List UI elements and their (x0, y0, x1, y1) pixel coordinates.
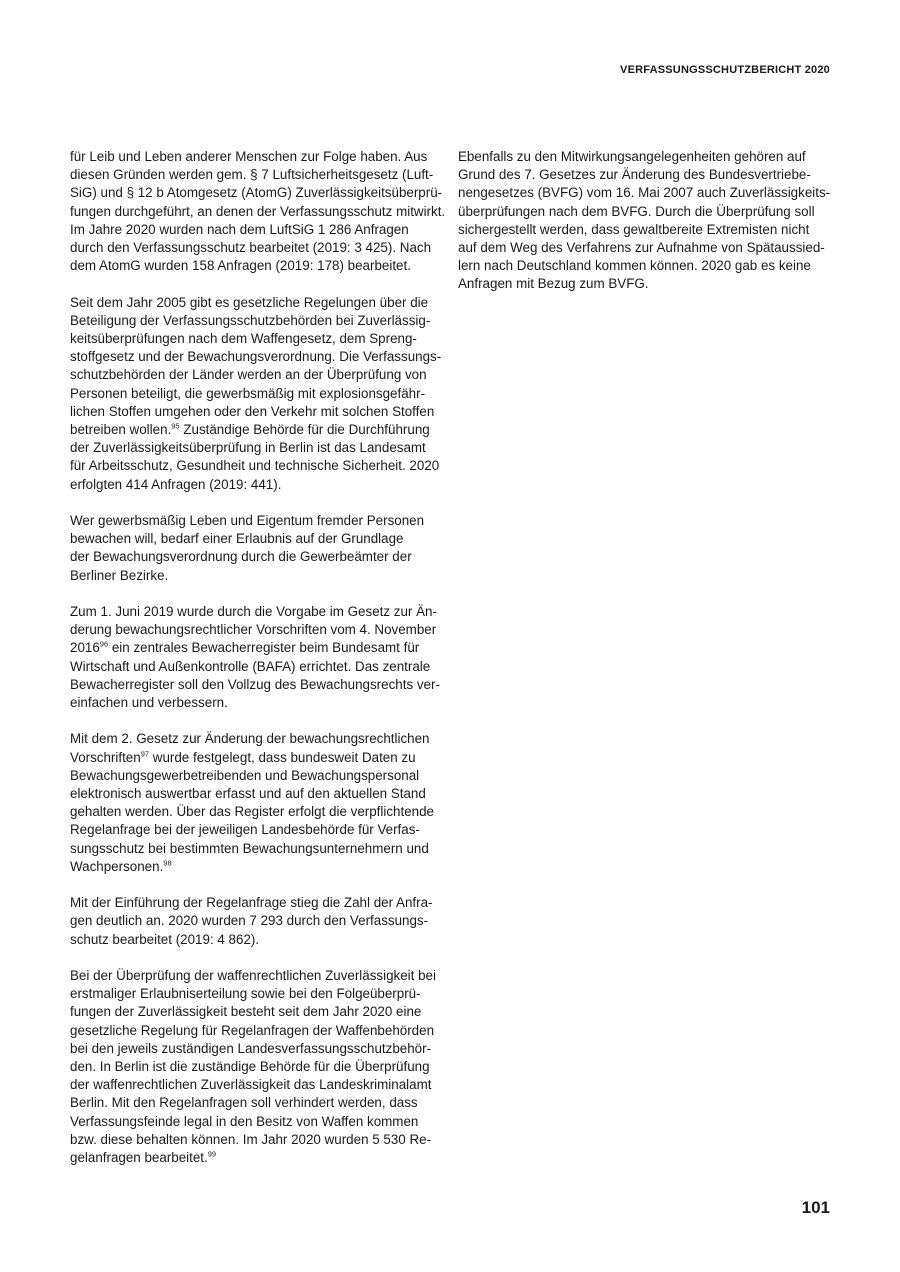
footnote-ref-95[interactable]: 95 (171, 421, 180, 431)
paragraph-bewachungsrecht-aenderung (70, 730, 452, 876)
page-number: 101 (801, 1198, 830, 1217)
running-header: VERFASSUNGSSCHUTZBERICHT 2020 (620, 64, 830, 76)
paragraph-text: Bei der Überprüfung der waffenrechtlichen Zuverlässigkeit bei erstmaliger Erlaubniserteilung sowie bei den Folgeüberprü- fungen der Zuverlässigkeit besteht seit dem Jahr 2020 eine gesetzliche Regelung für Regelanfragen der Waffenbehörden bei den jeweils zuständigen Landesverfassungsschutzbehör- den. In Berlin ist die zuständige Behörde für die Überprüfung der waffenrechtlichen Zuverlässigkeit das Landeskriminalamt Berlin. Mit den Regelanfragen soll verhindert werden, dass Verfassungsfeinde legal in den Besitz von Waffen kommen bzw. diese behalten können. Im Jahr 2020 wurden 5 530 Re- gelanfragen bearbeitet. (70, 968, 436, 1166)
paragraph-regelanfrage-anstieg: Mit der Einführung der Regelanfrage stieg die Zahl der Anfra- gen deutlich an. 2020 wurden 7 293 durch den Verfassungs- schutz bearbeitet (2019: 4 862). (70, 895, 433, 947)
paragraph-bewacherregister (70, 603, 452, 712)
footnote-ref-97[interactable]: 97 (140, 749, 150, 759)
paragraph-text: Zum 1. Juni 2019 wurde durch die Vorgabe im Gesetz zur Än- derung bewachungsrechtlicher Vorschriften vom 4. November 2016 (70, 604, 437, 656)
paragraph-text: wurde festgelegt, dass bundesweit Daten zu Bewachungsgewerbetreibenden und Bewachungspersonal elektronisch auswertbar erfasst und auf den aktuellen Stand gehalten werden. Über das Register erfolgt die verpflichtende Regelanfrage bei der jeweiligen Landesbehörde für Verfas- sungsschutz bei bestimmten Bewachungsunternehmern und Wachpersonen. (70, 749, 434, 874)
footnote-ref-98[interactable]: 98 (163, 858, 172, 868)
paragraph-bewachung-erlaubnis: Wer gewerbsmäßig Leben und Eigentum fremder Personen bewachen will, bedarf einer Erlaubnis auf der Grundlage der Bewachungsverordnung durch die Gewerbeämter der Berliner Bezirke. (70, 513, 425, 583)
paragraph-waffengesetz-beteiligung (70, 294, 452, 494)
paragraph-text: Seit dem Jahr 2005 gibt es gesetzliche Regelungen über die Beteiligung der Verfassungsschutzbehörden bei Zuverlässig- keitsüberprüfungen nach dem Waffengesetz, dem Spreng- stoffgesetz und der Bewachungsverordnung. Die Verfassungs- schutzbehörden der Länder werden an der Überprüfung von Personen beteiligt, die gewerbsmäßig mit explosionsgefähr- lichen Stoffen umgehen oder den Verkehr mit solchen Stoffen betreiben wollen. (70, 294, 442, 438)
paragraph-text: Zuständige Behörde für die Durchführung der Zuverlässigkeitsüberprüfung in Berlin ist das Landesamt für Arbeitsschutz, Gesundheit und technische Sicherheit. 2020 erfolgten 414 Anfragen (2019: 441). (70, 422, 440, 492)
paragraph-luftsig-atomg: für Leib und Leben anderer Menschen zur Folge haben. Aus diesen Gründen werden gem. § 7 Luftsicherheitsgesetz (Luft- SiG) und § 12 b Atomgesetz (AtomG) Zuverlässigkeitsüberprü- fungen durchgeführt, an denen der Verfassungsschutz mitwirkt. Im Jahre 2020 wurden nach dem LuftSiG 1 286 Anfragen durch den Verfassungsschutz bearbeitet (2019: 3 425). Nach dem AtomG wurden 158 Anfragen (2019: 178) bearbeitet. (70, 149, 446, 274)
paragraph-text: Mit dem 2. Gesetz zur Änderung der bewachungsrechtlichen Vorschriften (70, 731, 430, 765)
footnote-ref-96[interactable]: 96 (99, 639, 109, 649)
footnote-ref-99[interactable]: 99 (207, 1149, 217, 1159)
paragraph-waffenrecht-regelanfrage (70, 967, 452, 1167)
right-column (458, 148, 840, 312)
paragraph-text: ein zentrales Bewacherregister beim Bundesamt für Wirtschaft und Außenkontrolle (BAFA) errichtet. Das zentrale Bewacherregister soll den Vollzug des Bewachungsrechts ver- einfachen und verbessern. (70, 640, 440, 711)
paragraph-bvfg: Ebenfalls zu den Mitwirkungsangelegenheiten gehören auf Grund des 7. Gesetzes zur Änderung des Bundesvertriebe- nengesetzes (BVFG) vom 16. Mai 2007 auch Zuverlässigkeits- überprüfungen nach dem BVFG. Durch die Überprüfung soll sichergestellt werden, dass gewaltbereite Extremisten nicht auf dem Weg des Verfahrens zur Aufnahme von Spätaussied- lern nach Deutschland kommen können. 2020 gab es keine Anfragen mit Bezug zum BVFG. (458, 149, 831, 292)
left-column (70, 148, 452, 1185)
